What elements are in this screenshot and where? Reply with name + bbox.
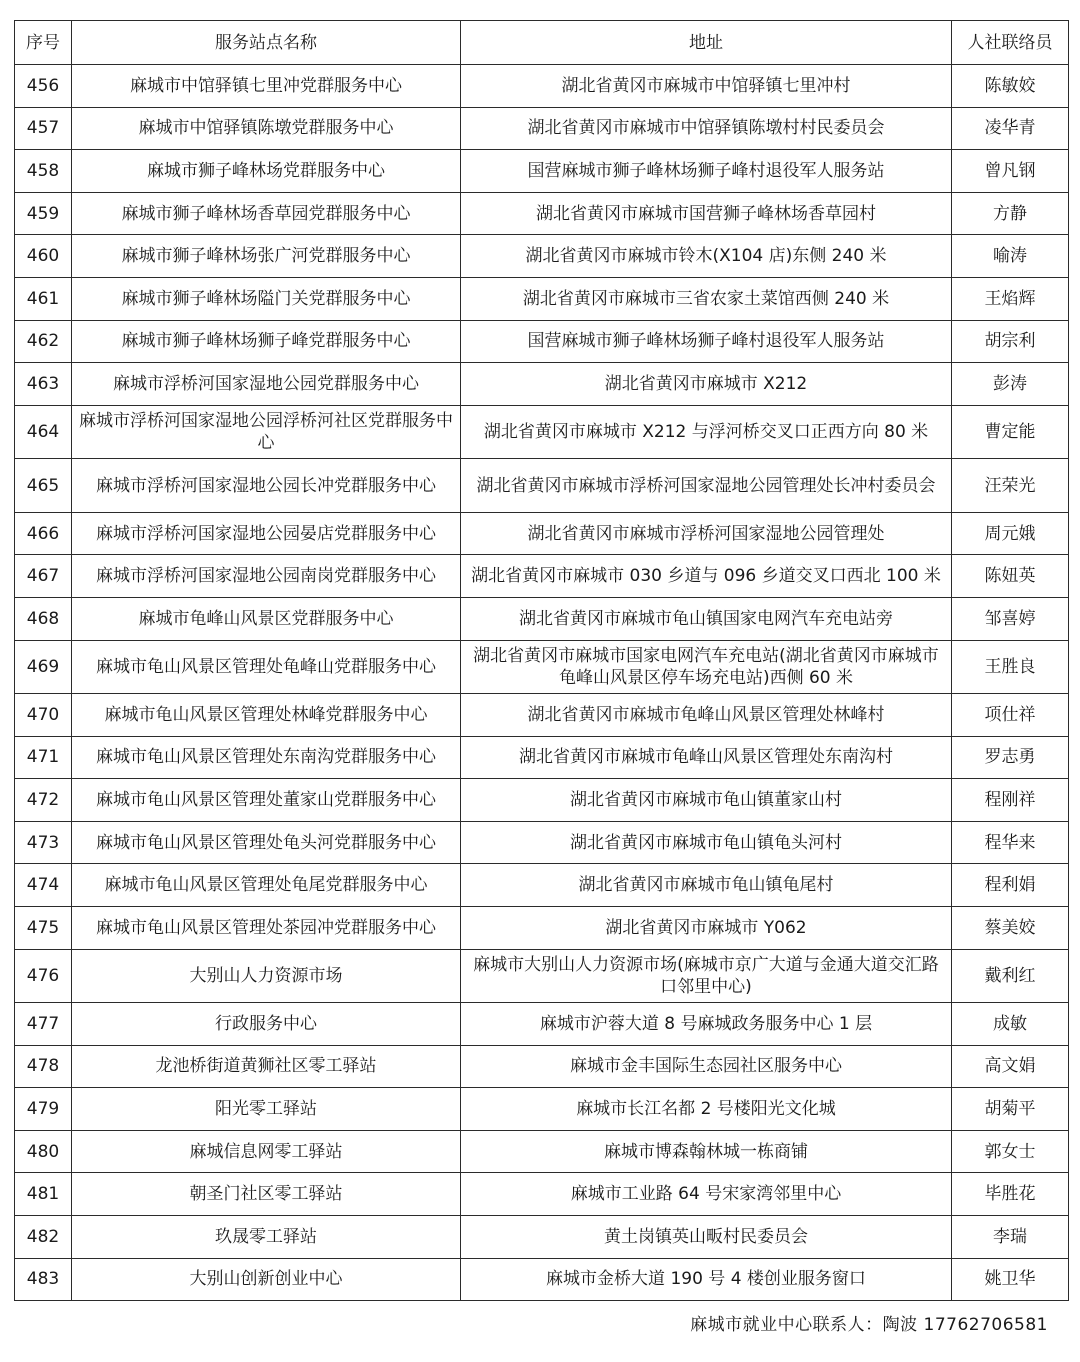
cell-serial-number: 463 <box>15 363 72 406</box>
table-header-row <box>15 21 1069 65</box>
cell-station-name: 麻城市狮子峰林场香草园党群服务中心 <box>72 192 461 235</box>
table-row <box>15 65 1069 108</box>
cell-address: 湖北省黄冈市麻城市 030 乡道与 096 乡道交叉口西北 100 米 <box>461 555 952 598</box>
cell-address: 湖北省黄冈市麻城市浮桥河国家湿地公园管理处 <box>461 512 952 555</box>
cell-station-name: 玖晟零工驿站 <box>72 1216 461 1259</box>
table-row <box>15 192 1069 235</box>
cell-address: 湖北省黄冈市麻城市 Y062 <box>461 907 952 950</box>
cell-address: 湖北省黄冈市麻城市龟山镇董家山村 <box>461 779 952 822</box>
cell-serial-number: 465 <box>15 459 72 513</box>
cell-station-name: 行政服务中心 <box>72 1003 461 1046</box>
table-row <box>15 1173 1069 1216</box>
footer-contact: 麻城市就业中心联系人：陶波 17762706581 <box>690 1315 1048 1335</box>
header-station-name: 服务站点名称 <box>72 21 461 65</box>
cell-serial-number: 477 <box>15 1003 72 1046</box>
cell-liaison: 陈敏姣 <box>952 65 1069 108</box>
cell-address: 麻城市金丰国际生态园社区服务中心 <box>461 1045 952 1088</box>
service-station-table <box>14 20 1069 1301</box>
table-body <box>15 65 1069 1301</box>
cell-serial-number: 479 <box>15 1088 72 1131</box>
cell-liaison: 姚卫华 <box>952 1258 1069 1301</box>
cell-address: 湖北省黄冈市麻城市国营狮子峰林场香草园村 <box>461 192 952 235</box>
table-row <box>15 779 1069 822</box>
table-row <box>15 512 1069 555</box>
cell-station-name: 麻城市狮子峰林场隘门关党群服务中心 <box>72 277 461 320</box>
cell-station-name: 麻城信息网零工驿站 <box>72 1130 461 1173</box>
cell-address: 湖北省黄冈市麻城市三省农家土菜馆西侧 240 米 <box>461 277 952 320</box>
cell-address: 湖北省黄冈市麻城市中馆驿镇七里冲村 <box>461 65 952 108</box>
cell-liaison: 程华来 <box>952 821 1069 864</box>
cell-address: 湖北省黄冈市麻城市龟山镇国家电网汽车充电站旁 <box>461 597 952 640</box>
table-row <box>15 320 1069 363</box>
cell-station-name: 麻城市浮桥河国家湿地公园长冲党群服务中心 <box>72 459 461 513</box>
table-row <box>15 864 1069 907</box>
cell-address: 麻城市博森翰林城一栋商铺 <box>461 1130 952 1173</box>
cell-serial-number: 483 <box>15 1258 72 1301</box>
cell-liaison: 王焰辉 <box>952 277 1069 320</box>
cell-station-name: 大别山人力资源市场 <box>72 949 461 1003</box>
table-row <box>15 405 1069 459</box>
cell-liaison: 程刚祥 <box>952 779 1069 822</box>
cell-station-name: 麻城市中馆驿镇七里冲党群服务中心 <box>72 65 461 108</box>
cell-liaison: 戴利红 <box>952 949 1069 1003</box>
table-row <box>15 597 1069 640</box>
table-row <box>15 277 1069 320</box>
cell-liaison: 喻涛 <box>952 235 1069 278</box>
cell-station-name: 麻城市龟山风景区管理处茶园冲党群服务中心 <box>72 907 461 950</box>
cell-address: 麻城市金桥大道 190 号 4 楼创业服务窗口 <box>461 1258 952 1301</box>
cell-station-name: 麻城市龟山风景区管理处龟尾党群服务中心 <box>72 864 461 907</box>
cell-address: 国营麻城市狮子峰林场狮子峰村退役军人服务站 <box>461 150 952 193</box>
cell-station-name: 麻城市浮桥河国家湿地公园南岗党群服务中心 <box>72 555 461 598</box>
cell-liaison: 曹定能 <box>952 405 1069 459</box>
cell-liaison: 胡宗利 <box>952 320 1069 363</box>
cell-station-name: 麻城市中馆驿镇陈墩党群服务中心 <box>72 107 461 150</box>
table-row <box>15 150 1069 193</box>
table-row <box>15 459 1069 513</box>
cell-address: 麻城市工业路 64 号宋家湾邻里中心 <box>461 1173 952 1216</box>
cell-station-name: 麻城市浮桥河国家湿地公园晏店党群服务中心 <box>72 512 461 555</box>
cell-serial-number: 456 <box>15 65 72 108</box>
cell-address: 湖北省黄冈市麻城市龟峰山风景区管理处东南沟村 <box>461 736 952 779</box>
cell-station-name: 麻城市狮子峰林场张广河党群服务中心 <box>72 235 461 278</box>
cell-liaison: 王胜良 <box>952 640 1069 694</box>
cell-station-name: 麻城市浮桥河国家湿地公园党群服务中心 <box>72 363 461 406</box>
cell-liaison: 毕胜花 <box>952 1173 1069 1216</box>
cell-serial-number: 457 <box>15 107 72 150</box>
cell-address: 国营麻城市狮子峰林场狮子峰村退役军人服务站 <box>461 320 952 363</box>
cell-address: 湖北省黄冈市麻城市浮桥河国家湿地公园管理处长冲村委员会 <box>461 459 952 513</box>
cell-address: 麻城市大别山人力资源市场(麻城市京广大道与金通大道交汇路口邻里中心) <box>461 949 952 1003</box>
cell-liaison: 郭女士 <box>952 1130 1069 1173</box>
cell-serial-number: 480 <box>15 1130 72 1173</box>
cell-liaison: 汪荣光 <box>952 459 1069 513</box>
cell-liaison: 彭涛 <box>952 363 1069 406</box>
table-row <box>15 1045 1069 1088</box>
cell-address: 湖北省黄冈市麻城市龟峰山风景区管理处林峰村 <box>461 694 952 737</box>
table-row <box>15 736 1069 779</box>
cell-liaison: 李瑞 <box>952 1216 1069 1259</box>
cell-serial-number: 469 <box>15 640 72 694</box>
table-row <box>15 1216 1069 1259</box>
cell-serial-number: 466 <box>15 512 72 555</box>
table-row <box>15 107 1069 150</box>
cell-station-name: 大别山创新创业中心 <box>72 1258 461 1301</box>
cell-liaison: 凌华青 <box>952 107 1069 150</box>
header-address: 地址 <box>461 21 952 65</box>
cell-station-name: 麻城市龟山风景区管理处龟峰山党群服务中心 <box>72 640 461 694</box>
cell-serial-number: 473 <box>15 821 72 864</box>
table-row <box>15 694 1069 737</box>
cell-address: 湖北省黄冈市麻城市铃木(X104 店)东侧 240 米 <box>461 235 952 278</box>
table-row <box>15 640 1069 694</box>
cell-serial-number: 468 <box>15 597 72 640</box>
cell-serial-number: 475 <box>15 907 72 950</box>
cell-liaison: 胡菊平 <box>952 1088 1069 1131</box>
cell-serial-number: 481 <box>15 1173 72 1216</box>
cell-station-name: 麻城市狮子峰林场狮子峰党群服务中心 <box>72 320 461 363</box>
table-row <box>15 1088 1069 1131</box>
cell-station-name: 麻城市龟山风景区管理处林峰党群服务中心 <box>72 694 461 737</box>
cell-station-name: 麻城市龟山风景区管理处董家山党群服务中心 <box>72 779 461 822</box>
cell-address: 黄土岗镇英山畈村民委员会 <box>461 1216 952 1259</box>
cell-liaison: 程利娟 <box>952 864 1069 907</box>
cell-liaison: 周元娥 <box>952 512 1069 555</box>
cell-liaison: 曾凡钢 <box>952 150 1069 193</box>
cell-address: 湖北省黄冈市麻城市 X212 与浮河桥交叉口正西方向 80 米 <box>461 405 952 459</box>
cell-station-name: 麻城市龟峰山风景区党群服务中心 <box>72 597 461 640</box>
cell-serial-number: 476 <box>15 949 72 1003</box>
cell-station-name: 麻城市龟山风景区管理处东南沟党群服务中心 <box>72 736 461 779</box>
cell-serial-number: 471 <box>15 736 72 779</box>
cell-serial-number: 461 <box>15 277 72 320</box>
cell-station-name: 麻城市浮桥河国家湿地公园浮桥河社区党群服务中心 <box>72 405 461 459</box>
cell-serial-number: 482 <box>15 1216 72 1259</box>
cell-liaison: 成敏 <box>952 1003 1069 1046</box>
table-row <box>15 949 1069 1003</box>
cell-station-name: 朝圣门社区零工驿站 <box>72 1173 461 1216</box>
cell-station-name: 麻城市龟山风景区管理处龟头河党群服务中心 <box>72 821 461 864</box>
cell-address: 湖北省黄冈市麻城市龟山镇龟头河村 <box>461 821 952 864</box>
cell-station-name: 麻城市狮子峰林场党群服务中心 <box>72 150 461 193</box>
table-row <box>15 821 1069 864</box>
cell-liaison: 方静 <box>952 192 1069 235</box>
cell-serial-number: 467 <box>15 555 72 598</box>
cell-liaison: 项仕祥 <box>952 694 1069 737</box>
cell-liaison: 陈妞英 <box>952 555 1069 598</box>
cell-serial-number: 460 <box>15 235 72 278</box>
cell-serial-number: 462 <box>15 320 72 363</box>
cell-serial-number: 474 <box>15 864 72 907</box>
table-row <box>15 907 1069 950</box>
header-liaison: 人社联络员 <box>952 21 1069 65</box>
table-row <box>15 363 1069 406</box>
cell-liaison: 罗志勇 <box>952 736 1069 779</box>
cell-address: 麻城市沪蓉大道 8 号麻城政务服务中心 1 层 <box>461 1003 952 1046</box>
cell-address: 湖北省黄冈市麻城市龟山镇龟尾村 <box>461 864 952 907</box>
table-row <box>15 1130 1069 1173</box>
cell-serial-number: 470 <box>15 694 72 737</box>
cell-liaison: 高文娟 <box>952 1045 1069 1088</box>
cell-serial-number: 472 <box>15 779 72 822</box>
cell-serial-number: 464 <box>15 405 72 459</box>
table-row <box>15 1258 1069 1301</box>
cell-address: 麻城市长江名都 2 号楼阳光文化城 <box>461 1088 952 1131</box>
cell-address: 湖北省黄冈市麻城市中馆驿镇陈墩村村民委员会 <box>461 107 952 150</box>
table-row <box>15 1003 1069 1046</box>
cell-serial-number: 458 <box>15 150 72 193</box>
header-serial-number: 序号 <box>15 21 72 65</box>
cell-serial-number: 478 <box>15 1045 72 1088</box>
cell-liaison: 蔡美姣 <box>952 907 1069 950</box>
table-row <box>15 555 1069 598</box>
cell-address: 湖北省黄冈市麻城市国家电网汽车充电站(湖北省黄冈市麻城市龟峰山风景区停车场充电站)西侧 60 米 <box>461 640 952 694</box>
cell-serial-number: 459 <box>15 192 72 235</box>
table-row <box>15 235 1069 278</box>
cell-liaison: 邹喜婷 <box>952 597 1069 640</box>
cell-station-name: 阳光零工驿站 <box>72 1088 461 1131</box>
cell-address: 湖北省黄冈市麻城市 X212 <box>461 363 952 406</box>
cell-station-name: 龙池桥街道黄狮社区零工驿站 <box>72 1045 461 1088</box>
